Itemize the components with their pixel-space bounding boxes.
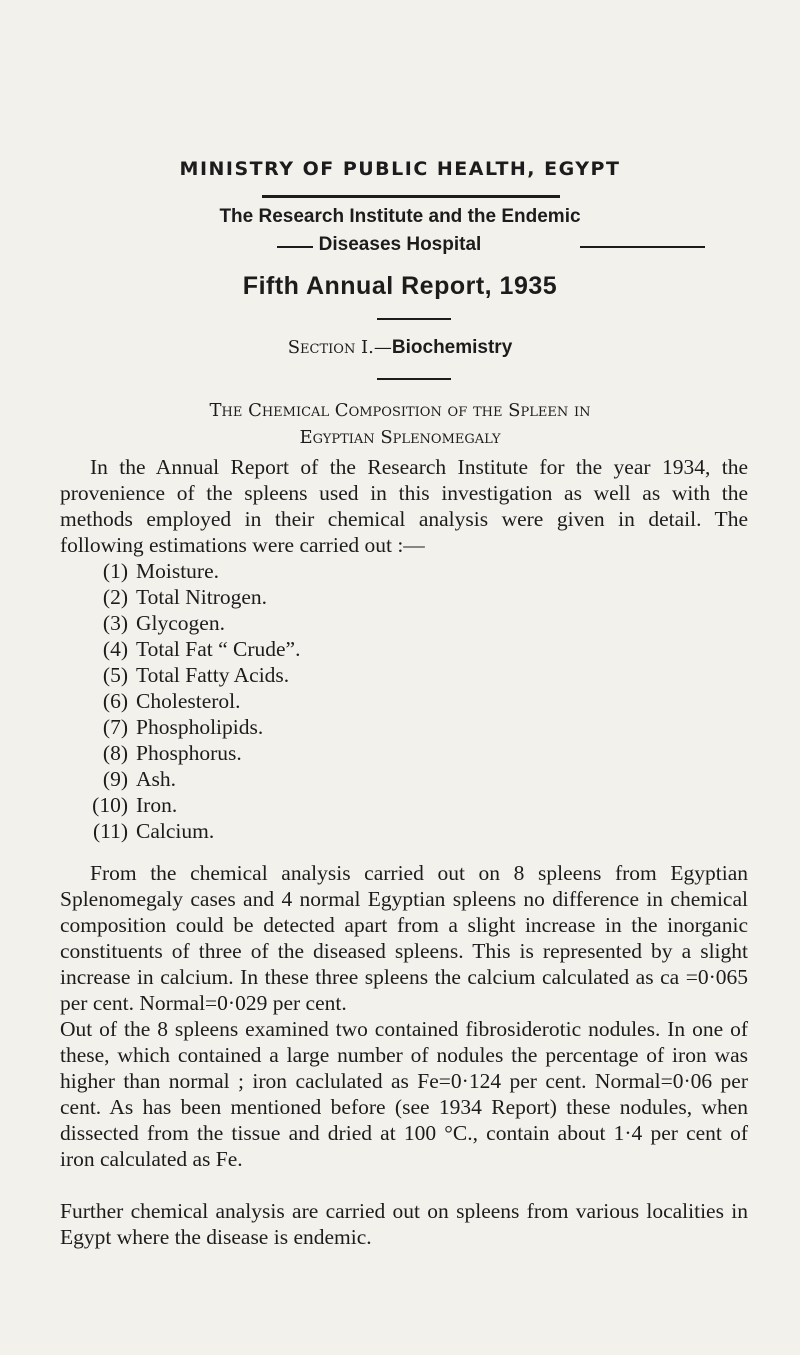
list-item <box>84 610 584 636</box>
list-number: (4) <box>102 637 128 661</box>
estimations-list <box>84 558 584 844</box>
institute-name-line1: The Research Institute and the Endemic <box>219 206 581 227</box>
list-number: (9) <box>102 767 128 791</box>
list-label: Cholesterol. <box>136 689 241 713</box>
article-title <box>0 397 800 451</box>
ministry-heading: MINISTRY OF PUBLIC HEALTH, EGYPT <box>179 158 621 180</box>
paragraph-nodules: Out of the 8 spleens examined two contained fibrosiderotic nodules. In one of these, which contained a large number of nodules the percentage of iron was higher than normal ; iron caclulated as Fe=0·124 per cent. Normal=0·06 per cent. As has been mentioned before (see 1934 Report) these nodules, when dissected from the tissue and dried at 100 °C., contain about 1·4 per cent of iron calculated as Fe. <box>60 1017 748 1171</box>
list-item <box>84 584 584 610</box>
institute-name-line2-text: Diseases Hospital <box>313 234 488 255</box>
list-item <box>84 688 584 714</box>
list-number: (11) <box>92 819 128 843</box>
list-label: Phospholipids. <box>136 715 264 739</box>
list-label: Phosphorus. <box>136 741 242 765</box>
list-label: Total Nitrogen. <box>136 585 268 609</box>
list-number: (5) <box>102 663 128 687</box>
report-title: Fifth Annual Report, 1935 <box>242 272 558 300</box>
section-label: Section I.— <box>287 337 392 358</box>
list-item <box>84 740 584 766</box>
list-label: Total Fatty Acids. <box>136 663 290 687</box>
list-item <box>84 766 584 792</box>
list-item <box>84 792 584 818</box>
list-item <box>84 636 584 662</box>
list-label: Iron. <box>136 793 178 817</box>
list-number: (10) <box>92 793 128 817</box>
list-item <box>84 558 584 584</box>
list-number: (2) <box>102 585 128 609</box>
list-number: (7) <box>102 715 128 739</box>
paragraph-findings: From the chemical analysis carried out on 8 spleens from Egyptian Splenomegaly cases and 4 normal Egyptian spleens no difference in chemical composition could be detected apart from a slight increase in the inorganic constituents of three of the diseased spleens. This is represented by a slight increase in calcium. In these three spleens the calcium calculated as ca =0·065 per cent. Normal=0·029 per cent. <box>60 861 748 1015</box>
section-name: Biochemistry <box>391 337 513 358</box>
article-title-line1: The Chemical Composition of the Spleen in <box>209 400 591 421</box>
list-item <box>84 818 584 844</box>
institute-name-line2 <box>0 234 800 256</box>
list-item <box>84 714 584 740</box>
paragraph-intro: In the Annual Report of the Research Institute for the year 1934, the provenience of the spleens used in this investigation as well as with the methods employed in their chemical analysis were given in detail. The following estimations were carried out :— <box>60 455 748 557</box>
list-number: (8) <box>102 741 128 765</box>
list-number: (1) <box>102 559 128 583</box>
list-number: (3) <box>102 611 128 635</box>
section-rule <box>377 378 451 380</box>
list-label: Glycogen. <box>136 611 225 635</box>
list-label: Total Fat “ Crude”. <box>136 637 301 661</box>
list-label: Ash. <box>136 767 177 791</box>
paragraph-further: Further chemical analysis are carried out on spleens from various localities in Egypt where the disease is endemic. <box>60 1199 748 1249</box>
section-heading <box>0 337 800 359</box>
list-number: (6) <box>102 689 128 713</box>
list-label: Moisture. <box>136 559 220 583</box>
article-title-line2: Egyptian Splenomegaly <box>299 427 501 448</box>
list-item <box>84 662 584 688</box>
list-label: Calcium. <box>136 819 215 843</box>
heading-rule <box>262 195 560 198</box>
title-rule <box>377 318 451 320</box>
